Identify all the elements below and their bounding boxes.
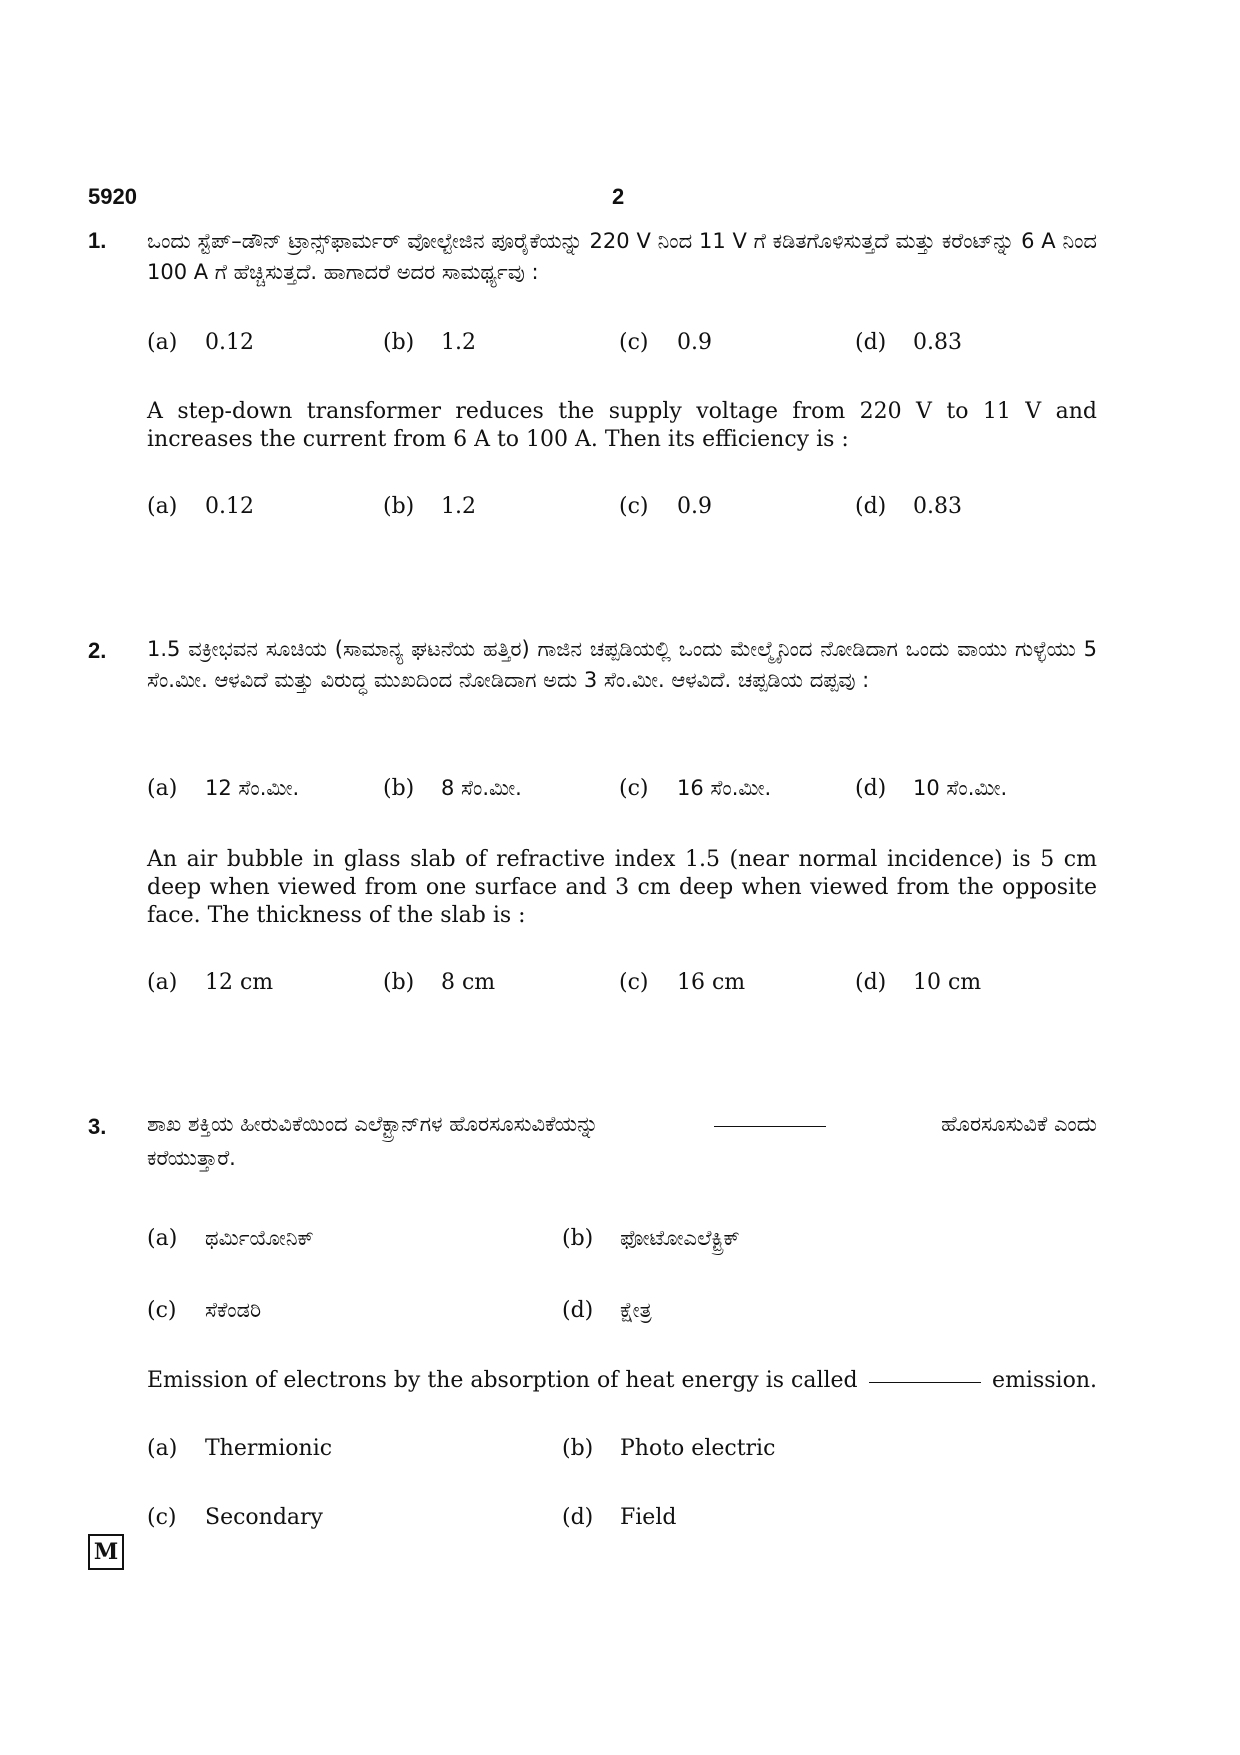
question-1-kannada: ಒಂದು ಸ್ಟೆಪ್–ಡೌನ್ ಟ್ರಾನ್ಸ್‌ಫಾರ್ಮರ್ ವೋಲ್ಟೇಜಿನ ಪೂರೈಕೆಯನ್ನು 220 V ನಿಂದ 11 V ಗೆ ಕಡಿತಗೊಳಿಸುತ್ತದೆ ಮತ್ತು ಕರೆಂಟ್‌ನ್ನು 6 A ನಿಂದ 100 A ಗೆ ಹೆಚ್ಚಿಸುತ್ತದೆ. ಹಾಗಾದರೆ ಅದರ ಸಾಮರ್ಥ್ಯವು : <box>147 229 1097 284</box>
q2-kn-option-b: (b) 8 ಸೆಂ.ಮೀ. <box>383 776 522 801</box>
question-3-number: 3. <box>88 1114 107 1139</box>
q1-kn-option-c: (c) 0.9 <box>619 330 712 355</box>
question-2-kannada: 1.5 ವಕ್ರೀಭವನ ಸೂಚಿಯ (ಸಾಮಾನ್ಯ ಘಟನೆಯ ಹತ್ತಿರ) ಗಾಜಿನ ಚಪ್ಪಡಿಯಲ್ಲಿ ಒಂದು ಮೇಲ್ಮೈನಿಂದ ನೋಡಿದಾಗ ಒಂದು ವಾಯು ಗುಳ್ಳೆಯು 5 ಸೆಂ.ಮೀ. ಆಳವಿದೆ ಮತ್ತು ವಿರುದ್ಧ ಮುಖದಿಂದ ನೋಡಿದಾಗ ಅದು 3 ಸೆಂ.ಮೀ. ಆಳವಿದೆ. ಚಪ್ಪಡಿಯ ದಪ್ಪವು : <box>147 637 1097 692</box>
q2-kn-option-a: (a) 12 ಸೆಂ.ಮೀ. <box>147 776 300 801</box>
q2-en-option-a: (a) 12 cm <box>147 970 274 995</box>
q3-kannada-post: ಹೊರಸೂಸುವಿಕೆ ಎಂದು <box>941 1112 1097 1136</box>
question-3-kannada-line1 <box>147 1112 1097 1137</box>
question-2-english: An air bubble in glass slab of refractive index 1.5 (near normal incidence) is 5 cm deep when viewed from one surface and 3 cm deep when viewed from the opposite face. The thickness of the slab is : <box>147 847 1097 928</box>
page-number: 2 <box>612 184 625 209</box>
q3-english-blank <box>869 1368 981 1383</box>
q3-kn-option-a: (a) ಥರ್ಮಿಯೋನಿಕ್ <box>147 1226 314 1251</box>
question-3-english <box>147 1368 1097 1393</box>
question-1-english: A step-down transformer reduces the supply voltage from 220 V to 11 V and increases the current from 6 A to 100 A. Then its efficiency is : <box>147 399 1097 452</box>
question-3-kannada-line2: ಕರೆಯುತ್ತಾರೆ. <box>147 1146 236 1170</box>
paper-code: 5920 <box>88 184 137 209</box>
q3-kannada-pre: ಶಾಖ ಶಕ್ತಿಯ ಹೀರುವಿಕೆಯಿಂದ ಎಲೆಕ್ಟ್ರಾನ್‌ಗಳ ಹೊರಸೂಸುವಿಕೆಯನ್ನು <box>147 1112 599 1136</box>
q2-en-option-c: (c) 16 cm <box>619 970 746 995</box>
q3-kannada-blank <box>714 1112 826 1127</box>
question-2-number: 2. <box>88 638 107 663</box>
q1-kn-option-b: (b) 1.2 <box>383 330 476 355</box>
q3-en-option-b: (b) Photo electric <box>562 1436 776 1461</box>
question-1-number: 1. <box>88 228 107 253</box>
q2-en-option-d: (d) 10 cm <box>855 970 982 995</box>
q3-en-option-d: (d) Field <box>562 1505 677 1530</box>
q3-kn-option-b: (b) ಫೋಟೋಎಲೆಕ್ಟ್ರಿಕ್ <box>562 1226 740 1251</box>
q3-kn-option-c: (c) ಸೆಕೆಂಡರಿ <box>147 1298 262 1323</box>
q3-en-option-a: (a) Thermionic <box>147 1436 333 1461</box>
q1-en-option-d: (d) 0.83 <box>855 494 962 519</box>
q1-kn-option-a: (a) 0.12 <box>147 330 254 355</box>
q3-kn-option-d: (d) ಕ್ಷೇತ್ರ <box>562 1298 652 1323</box>
q1-en-option-c: (c) 0.9 <box>619 494 712 519</box>
q2-kn-option-c: (c) 16 ಸೆಂ.ಮೀ. <box>619 776 772 801</box>
q2-en-option-b: (b) 8 cm <box>383 970 496 995</box>
q3-en-option-c: (c) Secondary <box>147 1505 323 1530</box>
q3-english-post: emission. <box>992 1368 1097 1393</box>
q1-en-option-a: (a) 0.12 <box>147 494 254 519</box>
q3-english-pre: Emission of electrons by the absorption of heat energy is called <box>147 1368 858 1393</box>
q1-en-option-b: (b) 1.2 <box>383 494 476 519</box>
medium-mark-box: M <box>88 1534 124 1570</box>
q2-kn-option-d: (d) 10 ಸೆಂ.ಮೀ. <box>855 776 1008 801</box>
q1-kn-option-d: (d) 0.83 <box>855 330 962 355</box>
